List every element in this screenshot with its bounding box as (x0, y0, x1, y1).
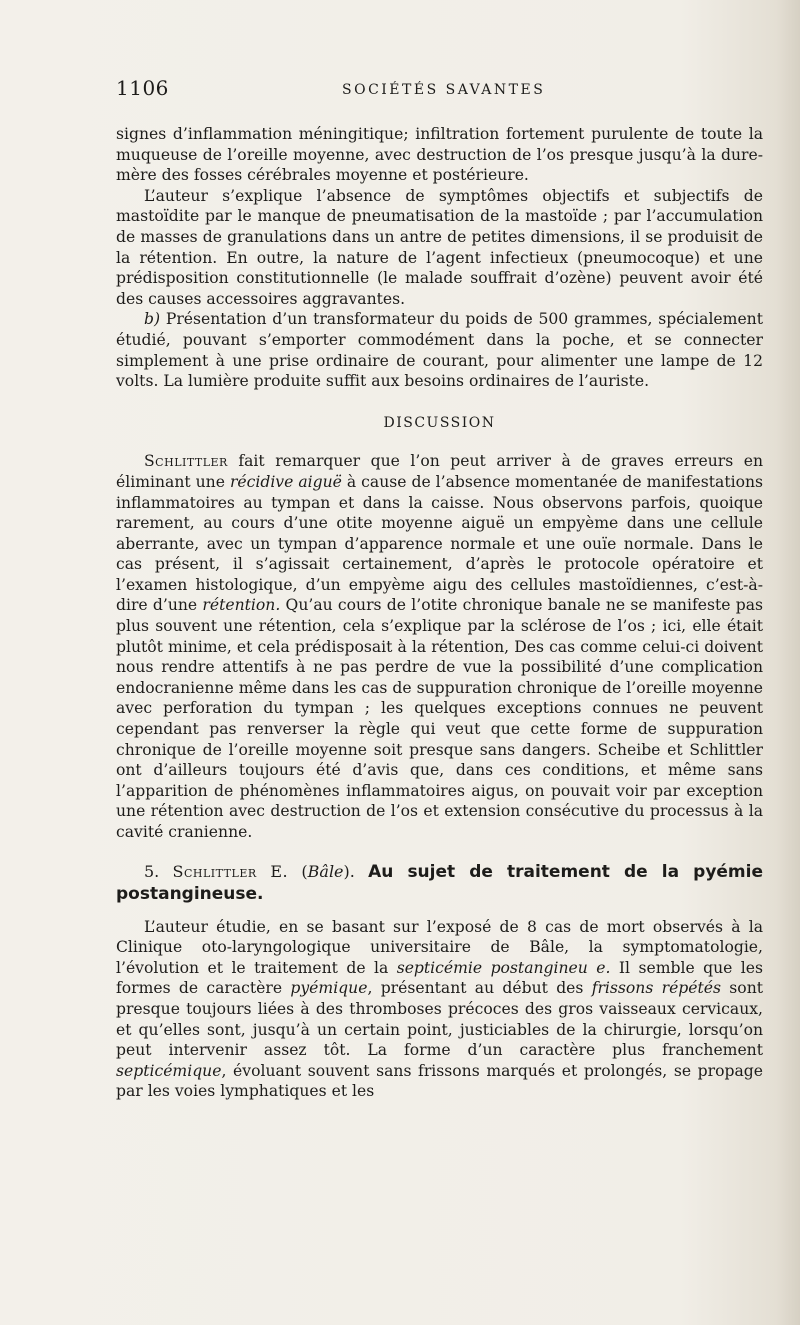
item-5-heading (116, 861, 763, 905)
item-5-city: Bâle (307, 861, 344, 881)
paragraph-transformer (116, 309, 763, 391)
running-head: SOCIÉTÉS SAVANTES (342, 82, 546, 98)
section-gap (116, 843, 763, 861)
discussion-text-1: fait remarquer que l’on peut arriver à de graves erreurs en éliminant une (116, 452, 763, 491)
discussion-paragraph (116, 451, 763, 842)
item-5-emphasis-2: pyémique (290, 979, 368, 998)
discussion-heading: DISCUSSION (383, 414, 496, 431)
section-gap-2 (116, 905, 763, 917)
item-5-title: Au sujet de traitement de la pyémie postangineuse. (116, 861, 763, 904)
discussion-emphasis-2: rétention. (202, 596, 281, 615)
item-5-number: 5. (144, 861, 160, 881)
item-5-close-paren: ). (343, 861, 355, 881)
item-5-text-2: Il semble que les formes de caractère (116, 958, 764, 998)
item-5-text-4: sont presque toujours liées à des thromboses précoces des gros vaisseaux cervicaux, et qu’elles sont, jusqu’à un certain point, justiciables de la chirurgie, lorsqu’on peut intervenir assez tôt. La forme d’un caractère plus franchement (116, 979, 763, 1060)
item-5-emphasis-1: septicémie postangineu e. (396, 958, 611, 977)
discussion-emphasis-1: récidive aiguë (229, 472, 342, 491)
transformer-text: Présentation d’un transformateur du poids de 500 grammes, spécialement étudié, pouvant s’emporter commodément dans la poche, et se connecter simplement à une prise ordinaire de courant, pour alimenter une lampe de 12 volts. La lumière produite suffit aux besoins ordinaires de l’auriste. (116, 310, 763, 391)
discussion-text-3: Qu’au cours de l’otite chronique banale ne se manifeste pas plus souvent une rétention, cela s’explique par la sclérose de l’os ; ici, elle était plutôt minime, et cela prédisposait à la rétention, Des cas comme celui-ci doivent nous rendre attentifs à ne pas perdre de vue la possibilité d’une complication endocranienne même dans les cas de suppuration chronique de l’oreille moyenne avec perforation du tympan ; les quelques exceptions connues ne peuvent cependant pas renverser la règle qui veut que cette forme de suppuration chronique de l’oreille moyenne soit presque sans dangers. Scheibe et Schlittler ont d’ailleurs toujours été d’avis que, dans ces conditions, et même sans l’apparition de phénomènes inflammatoires aigus, on pouvait voir par exception une rétention avec destruction de l’os et extension consécutive du processus à la cavité cranienne. (116, 596, 763, 841)
discussion-author: Schlittler (144, 452, 228, 471)
paragraph-mastoid: L’auteur s’explique l’absence de symptômes objectifs et subjectifs de mastoïdite par le manque de pneumatisation de la mastoïde ; par l’accumulation de masses de granulations dans un antre de petites dimensions, il se produisit de la rétention. En outre, la nature de l’agent infectieux (pneumocoque) et une prédisposition constitutionnelle (le malade souffrait d’ozène) peuvent avoir été des causes accessoires aggravantes. (116, 186, 763, 308)
item-5-open-paren: ( (301, 861, 308, 881)
item-5-emphasis-4: septicémique (116, 1061, 222, 1080)
item-5-emphasis-3: frissons répétés (591, 979, 722, 998)
page-header (116, 76, 742, 102)
page-number: 1106 (116, 76, 169, 100)
item-5-paragraph (116, 917, 763, 1102)
item-5-text-3: , présentant au début des (367, 979, 592, 998)
item-label: b) (144, 310, 161, 329)
paragraph-continuation: signes d’inflammation méningitique; infiltration fortement purulente de toute la muqueuse de l’oreille moyenne, avec destruction de l’os presque jusqu’à la dure-mère des fosses cérébrales moyenne et postérieure. (116, 125, 763, 185)
discussion-text-2: à cause de l’absence momentanée de manifestations inflammatoires au tympan et dans la caisse. Nous observons parfois, quoique rarement, au cours d’une otite moyenne aiguë un empyème dans une cellule aberrante, avec un tympan d’apparence normale et une ouïe normale. Dans le cas présent, il s’agissait certainement, d’après le protocole opératoire et l’examen histologique, d’un empyème aigu des cellules mastoïdiennes, c’est-à-dire d’une (116, 472, 764, 615)
item-5-text-1: L’auteur étudie, en se basant sur l’exposé de 8 cas de mort observés à la Clinique oto-laryngologique universitaire de Bâle, la symptomatologie, l’évolution et le traitement de la (116, 917, 763, 977)
item-5-text-5: , évoluant souvent sans frissons marqués et prolongés, se propage par les voies lymphatiques et les (116, 1061, 763, 1101)
body-text (116, 124, 763, 1102)
item-5-author: Schlittler E. (172, 861, 289, 881)
